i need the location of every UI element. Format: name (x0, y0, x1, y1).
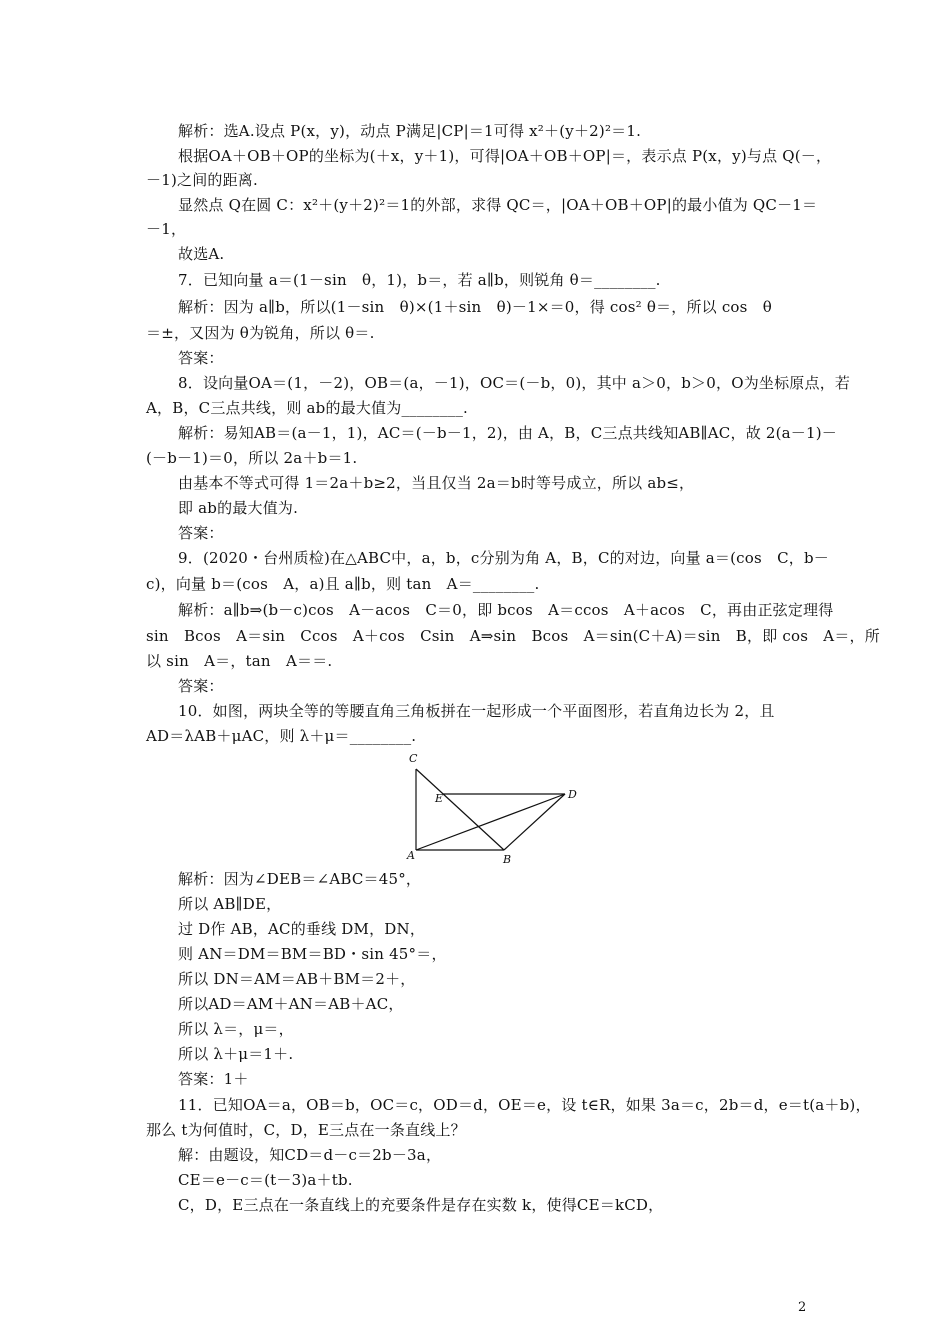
text-line: 故选A. (178, 245, 225, 263)
text-line: 解析：a∥b⇒(b－c)cos A－acos C＝0，即 bcos A＝ccos A＋acos C，再由正弦定理得 (178, 601, 834, 619)
answer-label: 答案： (178, 349, 224, 367)
text-line: 解：由题设，知CD＝d－c＝2b－3a， (178, 1146, 442, 1164)
text-line: 所以AD＝AM＋AN＝AB＋AC， (178, 995, 404, 1013)
triangle-figure (395, 750, 595, 870)
text-line: sin Bcos A＝sin Ccos A＋cos Csin A⇒sin Bcos A＝sin(C＋A)＝sin B，即 cos A＝，所 (146, 627, 880, 645)
text-line: AD＝λAB＋μAC，则 λ＋μ＝________. (146, 727, 417, 745)
label-a: A (407, 849, 415, 862)
text-line: 解析：因为∠DEB＝∠ABC＝45°， (178, 870, 422, 888)
text-line: 7．已知向量 a＝(1－sin θ，1)，b＝，若 a∥b，则锐角 θ＝________. (178, 271, 661, 289)
text-line: 解析：易知AB＝(a－1，1)，AC＝(－b－1，2)，由 A，B，C三点共线知AB∥AC，故 2(a－1)－ (178, 424, 837, 442)
text-line: CE＝e－c＝(t－3)a＋tb. (178, 1171, 353, 1189)
text-line: 即 ab的最大值为. (178, 499, 299, 517)
text-line: 所以 λ＝，μ＝， (178, 1020, 294, 1038)
text-line: A，B，C三点共线，则 ab的最大值为________. (146, 399, 469, 417)
text-line: (－b－1)＝0，所以 2a＋b＝1. (146, 449, 358, 467)
text-line: 根据OA＋OB＋OP的坐标为(＋x，y＋1)，可得|OA＋OB＋OP|＝，表示点 P(x，y)与点 Q(－， (178, 147, 832, 165)
text-line: 过 D作 AB，AC的垂线 DM，DN， (178, 920, 426, 938)
text-line: 10．如图，两块全等的等腰直角三角板拼在一起形成一个平面图形，若直角边长为 2，且 (178, 702, 775, 720)
text-line: c)，向量 b＝(cos A，a)且 a∥b，则 tan A＝________. (146, 575, 540, 593)
text-line: 解析：因为 a∥b，所以(1－sin θ)×(1＋sin θ)－1×＝0，得 cos² θ＝，所以 cos θ (178, 298, 772, 316)
text-line: C，D，E三点在一条直线上的充要条件是存在实数 k，使得CE＝kCD， (178, 1196, 664, 1214)
answer-label: 答案： (178, 677, 224, 695)
text-line: 显然点 Q在圆 C：x²＋(y＋2)²＝1的外部，求得 QC＝，|OA＋OB＋OP|的最小值为 QC－1＝ (178, 196, 818, 214)
text-line: 9．(2020・台州质检)在△ABC中，a，b，c分别为角 A，B，C的对边，向量 a＝(cos C，b－ (178, 549, 829, 567)
text-line: 8．设向量OA＝(1，－2)，OB＝(a，－1)，OC＝(－b，0)，其中 a＞0，b＞0，O为坐标原点，若 (178, 374, 851, 392)
answer-label: 答案： (178, 524, 224, 542)
text-line: ＝±，又因为 θ为锐角，所以 θ＝. (146, 324, 375, 342)
text-line: －1， (146, 220, 187, 238)
text-line: 所以 AB∥DE， (178, 895, 282, 913)
text-line: －1)之间的距离. (146, 171, 258, 189)
text-line: 所以 λ＋μ＝1＋. (178, 1045, 294, 1063)
segment-cb (416, 769, 504, 850)
text-line: 那么 t为何值时，C，D，E三点在一条直线上？ (146, 1121, 466, 1139)
page-number: 2 (798, 1300, 807, 1315)
label-e: E (435, 792, 444, 805)
segment-bd (504, 794, 565, 850)
text-line: 解析：选A.设点 P(x，y)，动点 P满足|CP|＝1可得 x²＋(y＋2)²＝1. (178, 122, 642, 140)
text-line: 则 AN＝DM＝BM＝BD・sin 45°＝， (178, 945, 447, 963)
label-c: C (409, 752, 418, 765)
label-b: B (503, 853, 512, 866)
text-line: 以 sin A＝，tan A＝＝. (146, 652, 333, 670)
text-line: 11．已知OA＝a，OB＝b，OC＝c，OD＝d，OE＝e，设 t∈R，如果 3a＝c，2b＝d，e＝t(a＋b)， (178, 1096, 871, 1114)
answer-label: 答案：1＋ (178, 1070, 249, 1088)
text-line: 由基本不等式可得 1＝2a＋b≥2，当且仅当 2a＝b时等号成立，所以 ab≤， (178, 474, 695, 492)
label-d: D (568, 788, 577, 801)
text-line: 所以 DN＝AM＝AB＋BM＝2＋， (178, 970, 416, 988)
